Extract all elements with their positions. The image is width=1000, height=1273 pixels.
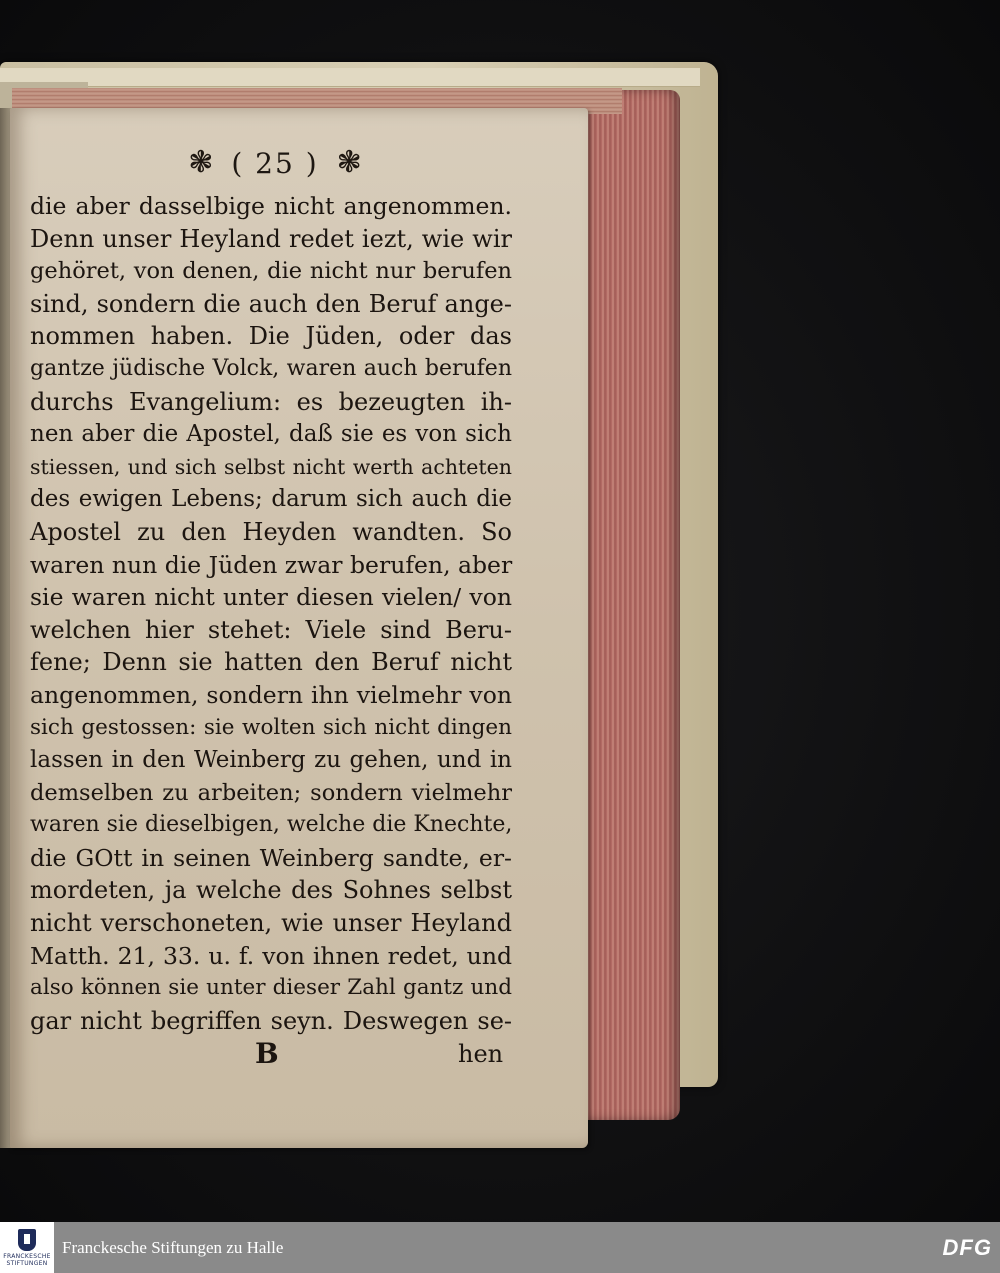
text-line: die GOtt in seinen Weinberg sandte, er- <box>30 843 512 872</box>
cover-top-edge <box>0 68 700 87</box>
text-line: nommen haben. Die Jüden, oder das <box>30 322 512 351</box>
text-line: gehöret, von denen, die nicht nur berufen <box>30 258 512 285</box>
text-line: mordeten, ja welche des Sohnes selbst <box>30 876 512 905</box>
text-line: Matth. 21, 33. u. f. von ihnen redet, und <box>30 941 512 970</box>
text-line: sie waren nicht unter diesen vielen/ von <box>30 583 512 612</box>
text-line: gar nicht begriffen seyn. Deswegen se- <box>30 1006 512 1035</box>
text-line: waren sie dieselbigen, welche die Knechte, <box>30 812 513 838</box>
text-line: Denn unser Heyland redet iezt, wie wir <box>30 224 512 253</box>
text-line: Apostel zu den Heyden wandten. So <box>30 517 512 546</box>
text-line: demselben zu arbeiten; sondern vielmehr <box>30 779 512 806</box>
text-line: gantze jüdische Volck, waren auch berufen <box>30 355 512 381</box>
text-line: durchs Evangelium: es bezeugten ih- <box>30 387 512 416</box>
footer-bar <box>0 1222 1000 1273</box>
text-line: fene; Denn sie hatten den Beruf nicht <box>30 648 512 677</box>
text-line: angenommen, sondern ihn vielmehr von <box>30 680 512 709</box>
text-line: nicht verschoneten, wie unser Heyland <box>30 909 512 938</box>
ornament-left-icon: ❃ <box>188 145 214 180</box>
page-number: ( 25 ) <box>231 146 319 180</box>
dfg-logo[interactable]: DFG <box>942 1234 992 1260</box>
footer-title: Franckesche Stiftungen zu Halle <box>62 1237 284 1257</box>
institution-emblem-icon <box>18 1229 36 1251</box>
text-line: die aber dasselbige nicht angenommen. <box>30 192 512 220</box>
catchword: hen <box>458 1040 504 1068</box>
page-fore-edge <box>585 90 680 1120</box>
text-line: sich gestossen: sie wolten sich nicht dingen <box>30 714 512 740</box>
ornament-right-icon: ❃ <box>336 145 362 180</box>
page-header <box>160 143 390 183</box>
text-line: waren nun die Jüden zwar berufen, aber <box>30 550 513 579</box>
text-line: sind, sondern die auch den Beruf ange- <box>30 289 512 318</box>
text-line: welchen hier stehet: Viele sind Beru- <box>30 615 512 644</box>
page-body-text <box>30 190 512 1037</box>
text-line: nen aber die Apostel, daß sie es von sich <box>30 421 512 448</box>
text-line: des ewigen Lebens; darum sich auch die <box>30 486 512 513</box>
signature-mark: B <box>255 1037 279 1070</box>
footer-logo-text: FRANCKESCHE STIFTUNGEN <box>3 1252 51 1267</box>
text-line: stiessen, und sich selbst nicht werth achteten <box>30 454 512 479</box>
text-line: also können sie unter dieser Zahl gantz und <box>30 975 512 1001</box>
footer-logo[interactable] <box>0 1222 54 1273</box>
text-line: lassen in den Weinberg zu gehen, und in <box>30 747 512 774</box>
